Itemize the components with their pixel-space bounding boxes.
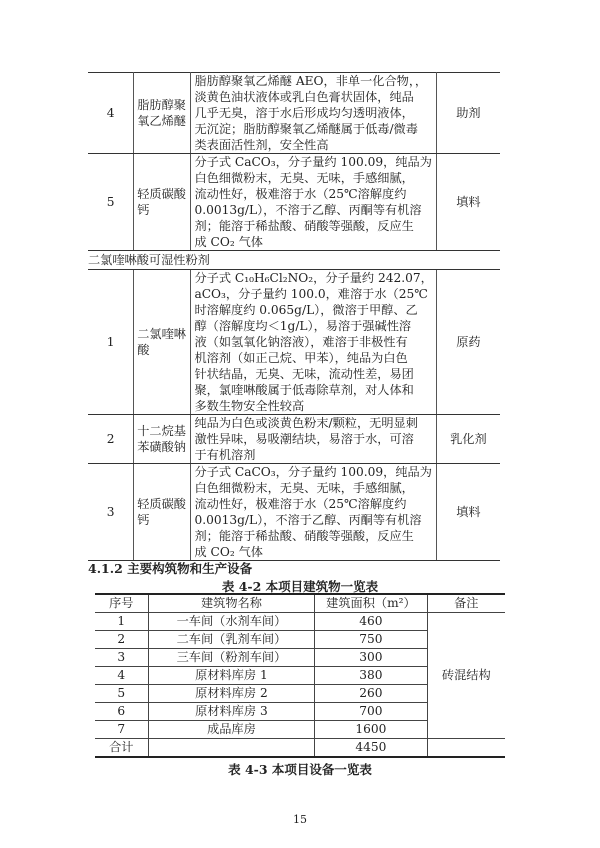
building-area: 380 — [315, 667, 427, 685]
table-row — [88, 270, 500, 415]
material-use: 原药 — [436, 270, 500, 415]
row-number: 4 — [88, 73, 134, 154]
description-line: 几乎无臭，溶于水后形成均匀透明液体， — [194, 106, 414, 120]
table-4-2-caption: 表 4-2 本项目建筑物一览表 — [221, 579, 379, 594]
total-row — [95, 739, 505, 758]
row-number: 1 — [88, 270, 134, 415]
building-area: 700 — [315, 703, 427, 721]
column-header: 序号 — [95, 594, 148, 613]
description-line: 时溶解度约 0.065g/L），微溶于甲醇、乙 — [194, 303, 418, 317]
building-area: 260 — [315, 685, 427, 703]
description-line: 多数生物安全性较高 — [194, 399, 305, 413]
description-line: 流动性好，极难溶于水（25℃溶解度约 — [194, 497, 407, 511]
table-row — [88, 73, 500, 154]
row-number: 5 — [88, 154, 134, 251]
description-line: 纯品为白色或淡黄色粉末/颗粒，无明显刺 — [194, 416, 418, 430]
material-description — [191, 154, 436, 251]
description-line: 剂；能溶于稀盐酸、硝酸等强酸，反应生 — [194, 219, 414, 233]
description-line: 机溶剂（如正己烷、甲苯），纯品为白色 — [194, 351, 408, 365]
material-description — [191, 73, 436, 154]
material-use: 乳化剂 — [436, 415, 500, 464]
row-number: 7 — [95, 721, 148, 739]
description-line: 聚，氯喹啉酸属于低毒除草剂，对人体和 — [194, 383, 414, 397]
row-number: 3 — [88, 464, 134, 561]
description-line: 0.0013g/L），不溶于乙醇、丙酮等有机溶 — [194, 203, 422, 217]
description-line: 分子式 C₁₀H₆Cl₂NO₂，分子量约 242.07， — [194, 271, 433, 285]
table-row — [88, 154, 500, 251]
material-description — [191, 415, 436, 464]
material-use: 填料 — [436, 464, 500, 561]
row-number: 1 — [95, 613, 148, 631]
building-name: 二车间（乳剂车间） — [148, 631, 315, 649]
remark: 砖混结构 — [427, 613, 505, 739]
material-name: 十二烷基苯磺酸钠 — [134, 415, 191, 464]
page-number: 15 — [293, 813, 307, 826]
table-row — [88, 415, 500, 464]
material-name: 轻质碳酸钙 — [134, 464, 191, 561]
description-line: 类表面活性剂，安全性高 — [194, 138, 329, 152]
material-description — [191, 270, 436, 415]
building-area: 1600 — [315, 721, 427, 739]
description-line: aCO₃，分子量约 100.0，难溶于水（25℃ — [194, 287, 428, 301]
buildings-table — [95, 593, 505, 758]
section-row — [88, 251, 500, 270]
description-line: 淡黄色油状液体或乳白色膏状固体，纯品 — [194, 90, 414, 104]
building-name: 成品库房 — [148, 721, 315, 739]
building-name: 三车间（粉剂车间） — [148, 649, 315, 667]
building-name: 一车间（水剂车间） — [148, 613, 315, 631]
material-use: 填料 — [436, 154, 500, 251]
material-name: 二氯喹啉酸 — [134, 270, 191, 415]
building-name: 原材料库房 3 — [148, 703, 315, 721]
description-line: 液（如氢氧化钠溶液），难溶于非极性有 — [194, 335, 408, 349]
row-number: 4 — [95, 667, 148, 685]
building-area: 300 — [315, 649, 427, 667]
material-description — [191, 464, 436, 561]
material-name: 轻质碳酸钙 — [134, 154, 191, 251]
total-label: 合计 — [95, 739, 148, 758]
empty-cell — [148, 739, 315, 758]
table-4-3-caption: 表 4-3 本项目设备一览表 — [228, 762, 372, 777]
row-number: 5 — [95, 685, 148, 703]
raw-materials-table — [88, 72, 500, 561]
section-heading: 4.1.2 主要构筑物和生产设备 — [88, 561, 253, 576]
description-line: 醇（溶解度均＜1g/L），易溶于强碱性溶 — [194, 319, 412, 333]
description-line: 脂肪醇聚氧乙烯醚 AEO，非单一化合物，， — [194, 74, 428, 88]
building-area: 460 — [315, 613, 427, 631]
section-title: 二氯喹啉酸可湿性粉剂 — [88, 251, 500, 270]
description-line: 成 CO₂ 气体 — [194, 235, 263, 249]
table-row — [95, 613, 505, 631]
description-line: 白色细微粉末，无臭、无味，手感细腻， — [194, 171, 414, 185]
total-area: 4450 — [315, 739, 427, 758]
description-line: 分子式 CaCO₃，分子量约 100.09，纯品为 — [194, 465, 432, 479]
column-header: 建筑物名称 — [148, 594, 315, 613]
row-number: 6 — [95, 703, 148, 721]
description-line: 白色细微粉末，无臭、无味，手感细腻， — [194, 481, 414, 495]
description-line: 分子式 CaCO₃，分子量约 100.09，纯品为 — [194, 155, 432, 169]
table-row — [88, 464, 500, 561]
description-line: 成 CO₂ 气体 — [194, 545, 263, 559]
building-name: 原材料库房 2 — [148, 685, 315, 703]
empty-cell — [427, 739, 505, 758]
column-header: 备注 — [427, 594, 505, 613]
building-area: 750 — [315, 631, 427, 649]
description-line: 流动性好，极难溶于水（25℃溶解度约 — [194, 187, 407, 201]
column-header: 建筑面积（m²） — [315, 594, 427, 613]
row-number: 2 — [95, 631, 148, 649]
description-line: 激性异味，易吸潮结块，易溶于水，可溶 — [194, 432, 414, 446]
description-line: 针状结晶，无臭、无味，流动性差，易团 — [194, 367, 414, 381]
row-number: 3 — [95, 649, 148, 667]
description-line: 剂；能溶于稀盐酸、硝酸等强酸，反应生 — [194, 529, 414, 543]
description-line: 0.0013g/L），不溶于乙醇、丙酮等有机溶 — [194, 513, 422, 527]
material-name: 脂肪醇聚氧乙烯醚 — [134, 73, 191, 154]
description-line: 无沉淀；脂肪醇聚氧乙烯醚属于低毒/微毒 — [194, 122, 418, 136]
description-line: 于有机溶剂 — [194, 448, 256, 462]
row-number: 2 — [88, 415, 134, 464]
building-name: 原材料库房 1 — [148, 667, 315, 685]
header-row — [95, 594, 505, 613]
material-use: 助剂 — [436, 73, 500, 154]
